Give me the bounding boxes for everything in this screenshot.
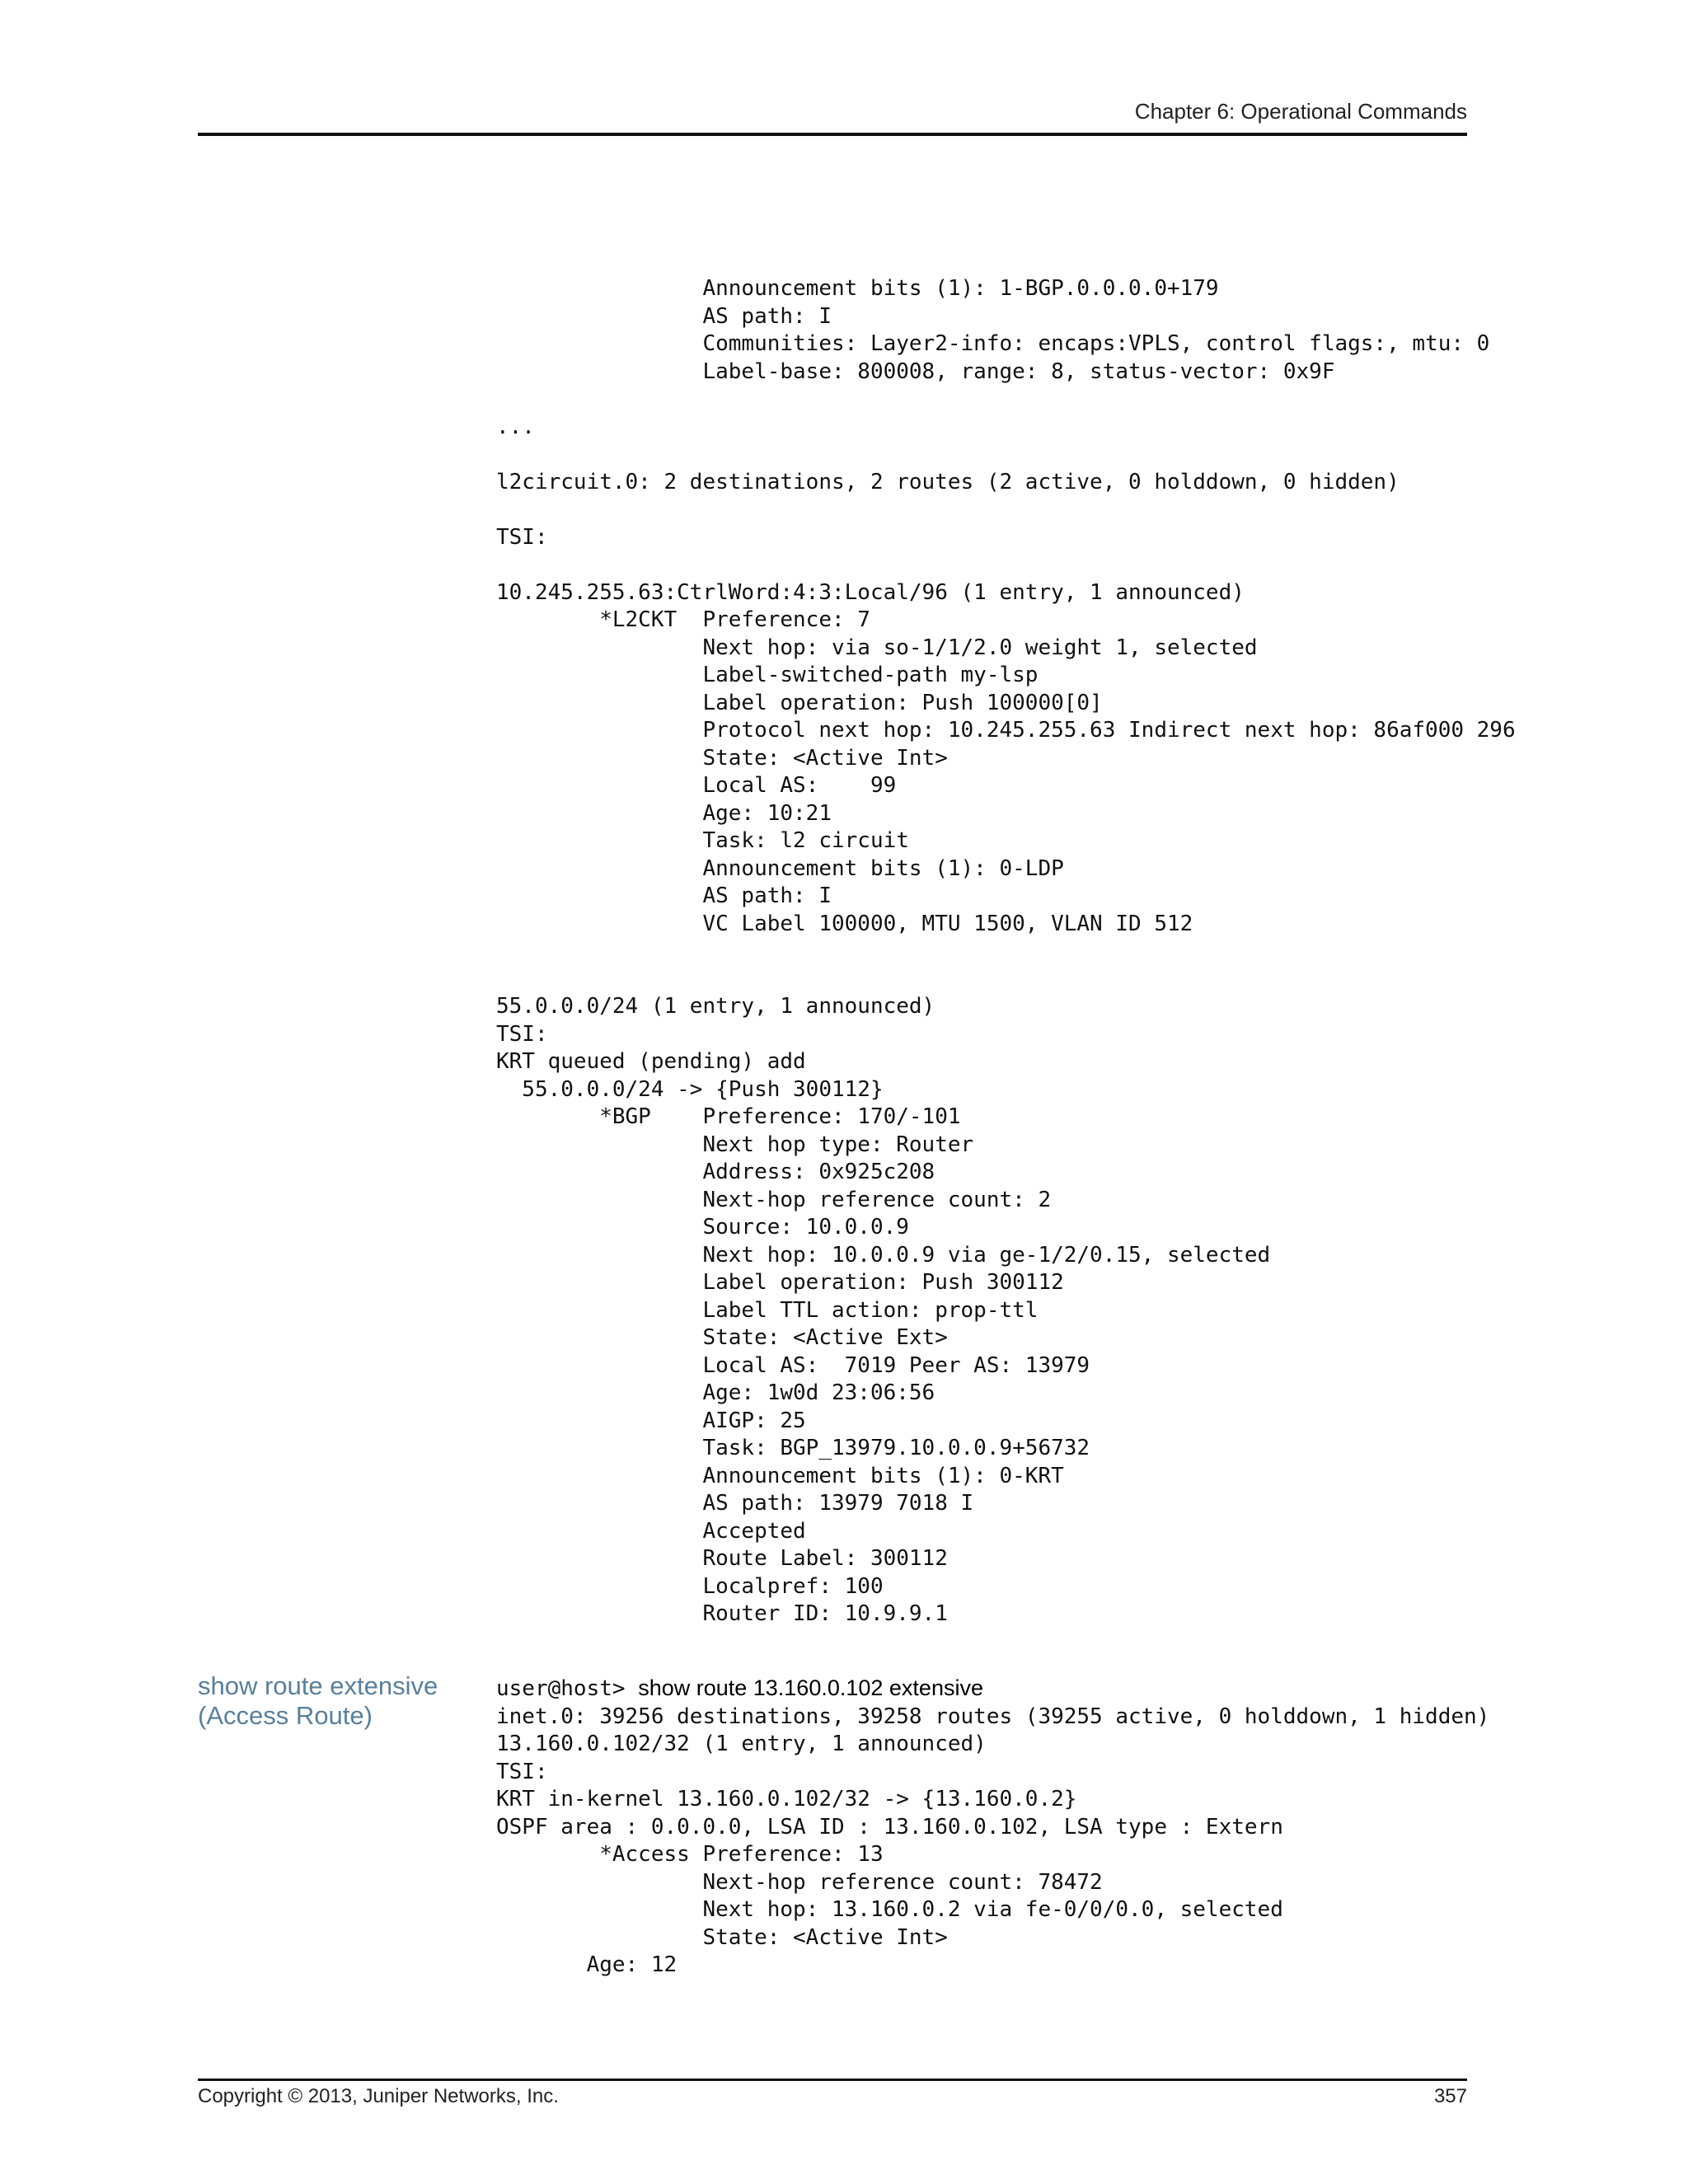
access-route-output (496, 1675, 1489, 1980)
example-heading-line1: show route extensive (198, 1671, 438, 1700)
access-route-lines: inet.0: 39256 destinations, 39258 routes (39255 active, 0 holddown, 1 hidden) 13.160.0.102/32 (1 entry, 1 announced) TSI: KRT in-kernel 13.160.0.102/32 -> {13.160.0.2} OSPF area : 0.0.0.0, LSA ID : 13.160.0.102, LSA type : Extern *Access Preference: 13 Next-hop reference count: 78472 Next hop: 13.160.0.2 via fe-0/0/0.0, selected State: <Active Int> Age: 12 (496, 1704, 1490, 1977)
footer-copyright: Copyright © 2013, Juniper Networks, Inc. (198, 2085, 559, 2107)
footer-rule (198, 2079, 1467, 2081)
cli-command: show route 13.160.0.102 extensive (638, 1675, 983, 1700)
example-heading (198, 1671, 438, 1731)
route-output-continued: Announcement bits (1): 1-BGP.0.0.0.0+179 AS path: I Communities: Layer2-info: encaps:VPLS, control flags:, mtu: 0 Label-base: 800008, range: 8, status-vector: 0x9F ... l2circuit.0: 2 destinations, 2 routes (2 active, 0 holddown, 0 hidden) TSI: 10.245.255.63:CtrlWord:4:3:Local/96 (1 entry, 1 announced) *L2CKT Preference: 7 Next hop: via so-1/1/2.0 weight 1, selected Label-switched-path my-lsp Label operation: Push 100000[0] Protocol next hop: 10.245.255.63 Indirect next hop: 86af000 296 State: <Active Int> Local AS: 99 Age: 10:21 Task: l2 circuit Announcement bits (1): 0-LDP AS path: I VC Label 100000, MTU 1500, VLAN ID 512 55.0.0.0/24 (1 entry, 1 announced) TSI: KRT queued (pending) add 55.0.0.0/24 -> {Push 300112} *BGP Preference: 170/-101 Next hop type: Router Address: 0x925c208 Next-hop reference count: 2 Source: 10.0.0.9 Next hop: 10.0.0.9 via ge-1/2/0.15, selected Label operation: Push 300112 Label TTL action: prop-ttl State: <Active Ext> Local AS: 7019 Peer AS: 13979 Age: 1w0d 23:06:56 AIGP: 25 Task: BGP_13979.10.0.0.9+56732 Announcement bits (1): 0-KRT AS path: 13979 7018 I Accepted Route Label: 300112 Localpref: 100 Router ID: 10.9.9.1 (496, 276, 1516, 1626)
chapter-header: Chapter 6: Operational Commands (1134, 99, 1467, 124)
header-rule (198, 133, 1467, 136)
cli-prompt: user@host> (496, 1676, 639, 1701)
example-heading-line2: (Access Route) (198, 1701, 373, 1730)
page-number: 357 (1433, 2085, 1467, 2107)
command-line (496, 1675, 1489, 1704)
